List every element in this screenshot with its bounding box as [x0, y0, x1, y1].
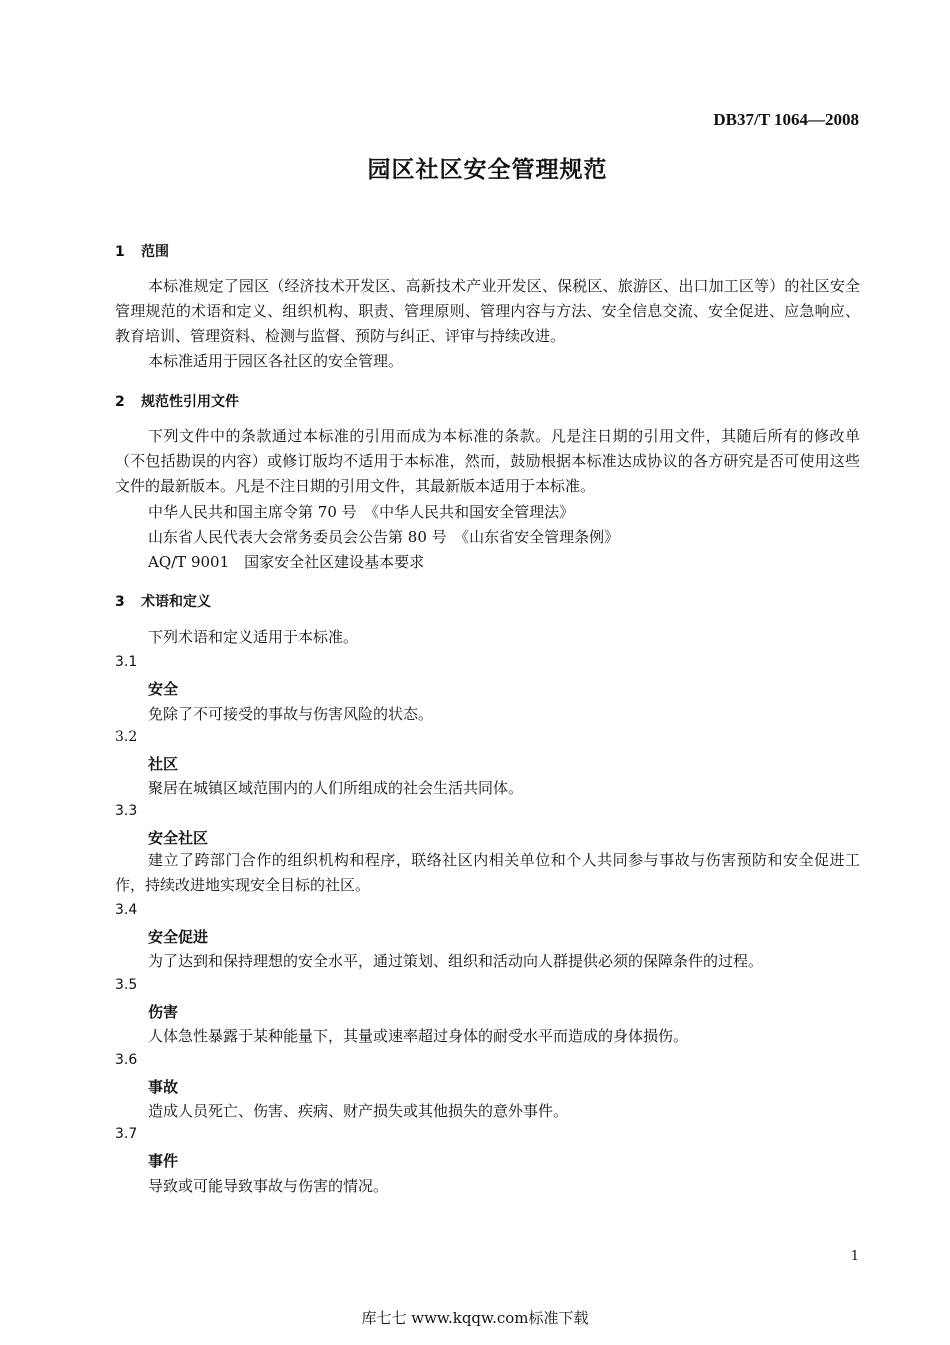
section-title: 范围 [141, 244, 169, 260]
clause-number: 3.2 [115, 729, 138, 745]
section-title: 术语和定义 [141, 594, 211, 610]
clause-number: 3.1 [115, 654, 138, 670]
clause-number: 3.3 [115, 803, 138, 819]
term-definition: 免除了不可接受的事故与伤害风险的状态。 [148, 705, 434, 723]
reference-item: AQ/T 9001 国家安全社区建设基本要求 [148, 553, 425, 571]
term-definition: 造成人员死亡、伤害、疾病、财产损失或其他损失的意外事件。 [148, 1102, 569, 1120]
document-title: 园区社区安全管理规范 [367, 157, 608, 183]
section-number: 3 [115, 594, 125, 610]
term-definition: 建立了跨部门合作的组织机构和程序，联络社区内相关单位和个人共同参与事故与伤害预防和安全促进工作，持续改进地实现安全目标的社区。 [115, 851, 860, 894]
term-name: 安全社区 [148, 829, 209, 847]
section-1-heading [115, 241, 169, 261]
reference-item: 山东省人民代表大会常务委员会公告第 80 号 《山东省安全管理条例》 [148, 528, 620, 546]
clause-number: 3.4 [115, 902, 138, 918]
scope-applicability: 本标准适用于园区各社区的安全管理。 [148, 352, 404, 370]
term-name: 伤害 [148, 1003, 179, 1021]
section-number: 1 [115, 244, 125, 260]
footer-watermark: 库七七 www.kqqw.com标准下载 [361, 1309, 589, 1327]
reference-item: 中华人民共和国主席令第 70 号 《中华人民共和国安全管理法》 [148, 503, 575, 521]
section-2-heading [115, 391, 239, 411]
normative-references-paragraph: 下列文件中的条款通过本标准的引用而成为本标准的条款。凡是注日期的引用文件，其随后所有的修改单（不包括勘误的内容）或修订版均不适用于本标准，然而，鼓励根据本标准达成协议的各方研究是否可使用这些文件的最新版本。凡是不注日期的引用文件，其最新版本适用于本标准。 [115, 427, 860, 495]
term-definition: 聚居在城镇区域范围内的人们所组成的社会生活共同体。 [148, 779, 524, 797]
term-definition: 为了达到和保持理想的安全水平，通过策划、组织和活动向人群提供必须的保障条件的过程。 [148, 952, 764, 970]
clause-number: 3.5 [115, 977, 138, 993]
term-definition: 导致或可能导致事故与伤害的情况。 [148, 1177, 389, 1195]
term-name: 事件 [148, 1152, 179, 1170]
standard-code: DB37/T 1064—2008 [713, 110, 859, 129]
scope-paragraph: 本标准规定了园区（经济技术开发区、高新技术产业开发区、保税区、旅游区、出口加工区等）的社区安全管理规范的术语和定义、组织机构、职责、管理原则、管理内容与方法、安全信息交流、安全促进、应急响应、教育培训、管理资料、检测与监督、预防与纠正、评审与持续改进。 [115, 277, 860, 345]
clause-number: 3.7 [115, 1126, 138, 1142]
term-name: 事故 [148, 1078, 179, 1096]
term-name: 社区 [148, 755, 179, 773]
section-3-heading [115, 591, 211, 611]
clause-number: 3.6 [115, 1052, 138, 1068]
page-number: 1 [850, 1249, 859, 1264]
term-name: 安全 [148, 680, 179, 698]
term-name: 安全促进 [148, 928, 209, 946]
section-number: 2 [115, 394, 125, 410]
section-title: 规范性引用文件 [141, 394, 239, 410]
terms-intro: 下列术语和定义适用于本标准。 [148, 628, 359, 646]
term-definition: 人体急性暴露于某种能量下，其量或速率超过身体的耐受水平而造成的身体损伤。 [148, 1027, 689, 1045]
